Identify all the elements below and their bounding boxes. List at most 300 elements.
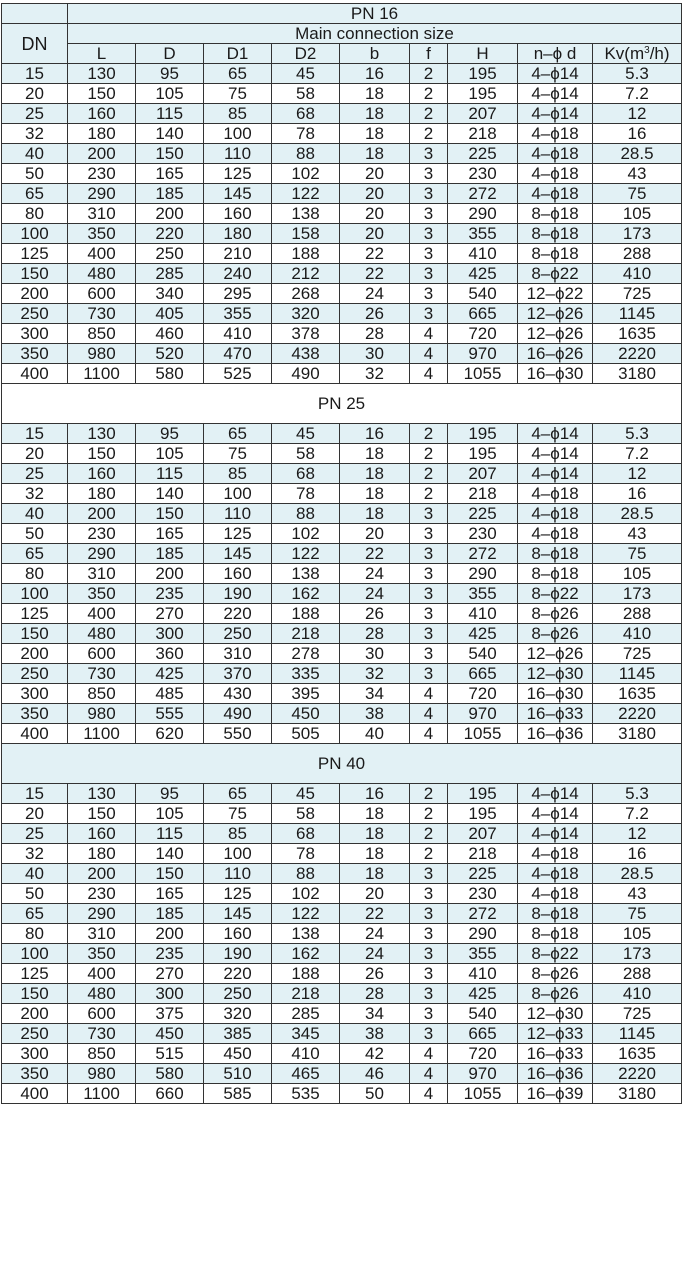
cell-kv: 1635 [593, 1044, 682, 1064]
cell-h: 425 [448, 264, 518, 284]
cell-d2: 188 [272, 604, 340, 624]
cell-holes: 4–ϕ14 [518, 444, 593, 464]
cell-h: 290 [448, 204, 518, 224]
cell-l: 310 [68, 924, 136, 944]
cell-dn: 100 [2, 584, 68, 604]
cell-l: 730 [68, 664, 136, 684]
cell-d1: 160 [204, 564, 272, 584]
cell-kv: 16 [593, 844, 682, 864]
cell-d: 360 [136, 644, 204, 664]
cell-d2: 68 [272, 824, 340, 844]
table-row [2, 864, 682, 884]
cell-l: 850 [68, 1044, 136, 1064]
cell-holes: 8–ϕ18 [518, 204, 593, 224]
cell-d1: 355 [204, 304, 272, 324]
table-row [2, 224, 682, 244]
cell-d1: 110 [204, 144, 272, 164]
cell-d: 555 [136, 704, 204, 724]
cell-f: 4 [410, 1064, 448, 1084]
cell-d2: 102 [272, 164, 340, 184]
cell-dn: 65 [2, 184, 68, 204]
cell-b: 18 [340, 104, 410, 124]
cell-d1: 75 [204, 804, 272, 824]
cell-d1: 370 [204, 664, 272, 684]
cell-kv: 75 [593, 904, 682, 924]
cell-f: 3 [410, 544, 448, 564]
cell-h: 218 [448, 124, 518, 144]
cell-kv: 1145 [593, 664, 682, 684]
cell-l: 1100 [68, 364, 136, 384]
column-header-d1: D1 [204, 44, 272, 64]
cell-d: 185 [136, 544, 204, 564]
cell-dn: 150 [2, 624, 68, 644]
cell-d: 620 [136, 724, 204, 744]
cell-d2: 78 [272, 844, 340, 864]
cell-kv: 12 [593, 464, 682, 484]
cell-d1: 125 [204, 884, 272, 904]
cell-l: 160 [68, 824, 136, 844]
cell-d: 185 [136, 904, 204, 924]
cell-holes: 4–ϕ14 [518, 104, 593, 124]
cell-d: 200 [136, 924, 204, 944]
cell-holes: 12–ϕ30 [518, 1004, 593, 1024]
cell-f: 3 [410, 644, 448, 664]
cell-f: 3 [410, 564, 448, 584]
kv-superscript: 3 [644, 45, 650, 56]
cell-d1: 145 [204, 184, 272, 204]
cell-dn: 150 [2, 264, 68, 284]
cell-l: 200 [68, 504, 136, 524]
cell-f: 3 [410, 624, 448, 644]
cell-kv: 7.2 [593, 84, 682, 104]
cell-holes: 4–ϕ14 [518, 464, 593, 484]
cell-d: 660 [136, 1084, 204, 1104]
cell-dn: 15 [2, 784, 68, 804]
cell-dn: 25 [2, 824, 68, 844]
cell-h: 272 [448, 904, 518, 924]
cell-d1: 160 [204, 924, 272, 944]
table-row [2, 184, 682, 204]
cell-b: 16 [340, 64, 410, 84]
cell-f: 4 [410, 1044, 448, 1064]
cell-b: 18 [340, 824, 410, 844]
cell-d2: 68 [272, 104, 340, 124]
cell-l: 290 [68, 184, 136, 204]
cell-holes: 12–ϕ26 [518, 644, 593, 664]
cell-f: 2 [410, 804, 448, 824]
cell-holes: 16–ϕ26 [518, 344, 593, 364]
table-row [2, 884, 682, 904]
cell-dn: 32 [2, 844, 68, 864]
cell-dn: 50 [2, 884, 68, 904]
cell-d2: 188 [272, 964, 340, 984]
table-row [2, 244, 682, 264]
cell-l: 200 [68, 144, 136, 164]
table-row [2, 1064, 682, 1084]
cell-h: 272 [448, 544, 518, 564]
cell-d: 200 [136, 204, 204, 224]
cell-h: 970 [448, 1064, 518, 1084]
cell-f: 3 [410, 244, 448, 264]
cell-f: 3 [410, 964, 448, 984]
cell-d1: 160 [204, 204, 272, 224]
cell-dn: 32 [2, 124, 68, 144]
table-row [2, 524, 682, 544]
cell-l: 350 [68, 944, 136, 964]
table-row [2, 844, 682, 864]
cell-b: 16 [340, 784, 410, 804]
cell-holes: 8–ϕ18 [518, 904, 593, 924]
cell-d1: 180 [204, 224, 272, 244]
cell-h: 540 [448, 1004, 518, 1024]
table-row [2, 924, 682, 944]
cell-h: 425 [448, 984, 518, 1004]
cell-f: 4 [410, 324, 448, 344]
table-row [2, 784, 682, 804]
table-row [2, 704, 682, 724]
cell-d1: 145 [204, 544, 272, 564]
cell-f: 3 [410, 504, 448, 524]
cell-holes: 4–ϕ14 [518, 424, 593, 444]
cell-d1: 145 [204, 904, 272, 924]
kv-suffix: /h) [649, 44, 670, 63]
cell-d2: 450 [272, 704, 340, 724]
cell-f: 2 [410, 824, 448, 844]
cell-f: 4 [410, 724, 448, 744]
cell-kv: 410 [593, 264, 682, 284]
table-row [2, 1084, 682, 1104]
cell-holes: 4–ϕ18 [518, 484, 593, 504]
cell-kv: 43 [593, 524, 682, 544]
table-row [2, 1024, 682, 1044]
cell-h: 1055 [448, 364, 518, 384]
cell-d1: 450 [204, 1044, 272, 1064]
cell-l: 180 [68, 844, 136, 864]
cell-b: 32 [340, 364, 410, 384]
cell-h: 1055 [448, 1084, 518, 1104]
cell-holes: 16–ϕ39 [518, 1084, 593, 1104]
cell-d: 140 [136, 844, 204, 864]
table-row [2, 964, 682, 984]
cell-d1: 125 [204, 164, 272, 184]
cell-kv: 28.5 [593, 504, 682, 524]
cell-dn: 100 [2, 224, 68, 244]
cell-l: 150 [68, 804, 136, 824]
cell-kv: 288 [593, 604, 682, 624]
column-header-l: L [68, 44, 136, 64]
cell-d: 520 [136, 344, 204, 364]
cell-b: 18 [340, 804, 410, 824]
cell-holes: 16–ϕ33 [518, 1044, 593, 1064]
cell-holes: 8–ϕ26 [518, 624, 593, 644]
cell-b: 24 [340, 924, 410, 944]
cell-holes: 8–ϕ18 [518, 544, 593, 564]
cell-kv: 1145 [593, 304, 682, 324]
cell-d1: 250 [204, 624, 272, 644]
cell-b: 18 [340, 144, 410, 164]
table-row [2, 324, 682, 344]
cell-holes: 4–ϕ14 [518, 824, 593, 844]
table-row [2, 944, 682, 964]
cell-kv: 173 [593, 944, 682, 964]
cell-h: 410 [448, 964, 518, 984]
cell-d1: 410 [204, 324, 272, 344]
cell-dn: 250 [2, 304, 68, 324]
cell-d: 95 [136, 424, 204, 444]
cell-f: 4 [410, 344, 448, 364]
cell-kv: 28.5 [593, 864, 682, 884]
cell-d: 165 [136, 164, 204, 184]
cell-b: 18 [340, 444, 410, 464]
cell-h: 230 [448, 884, 518, 904]
cell-b: 18 [340, 844, 410, 864]
cell-l: 730 [68, 1024, 136, 1044]
cell-holes: 8–ϕ26 [518, 964, 593, 984]
cell-kv: 288 [593, 964, 682, 984]
pressure-class-title: PN 25 [2, 384, 682, 424]
cell-holes: 4–ϕ18 [518, 184, 593, 204]
cell-d: 95 [136, 784, 204, 804]
cell-h: 218 [448, 844, 518, 864]
cell-l: 230 [68, 524, 136, 544]
column-header-kv [593, 44, 682, 64]
cell-f: 2 [410, 444, 448, 464]
cell-d2: 88 [272, 504, 340, 524]
cell-h: 290 [448, 564, 518, 584]
cell-dn: 20 [2, 84, 68, 104]
cell-h: 665 [448, 304, 518, 324]
cell-holes: 16–ϕ30 [518, 364, 593, 384]
cell-d2: 410 [272, 1044, 340, 1064]
cell-kv: 1635 [593, 324, 682, 344]
cell-d1: 250 [204, 984, 272, 1004]
cell-d1: 295 [204, 284, 272, 304]
cell-dn: 20 [2, 804, 68, 824]
cell-d: 375 [136, 1004, 204, 1024]
cell-l: 480 [68, 624, 136, 644]
table-row [2, 1044, 682, 1064]
cell-d1: 310 [204, 644, 272, 664]
cell-kv: 2220 [593, 704, 682, 724]
cell-dn: 300 [2, 324, 68, 344]
table-row [2, 684, 682, 704]
cell-d: 460 [136, 324, 204, 344]
cell-dn: 80 [2, 924, 68, 944]
cell-l: 400 [68, 244, 136, 264]
cell-dn: 125 [2, 604, 68, 624]
cell-l: 230 [68, 884, 136, 904]
cell-d1: 100 [204, 124, 272, 144]
cell-h: 195 [448, 84, 518, 104]
cell-l: 150 [68, 84, 136, 104]
cell-holes: 12–ϕ26 [518, 304, 593, 324]
table-row [2, 84, 682, 104]
cell-h: 272 [448, 184, 518, 204]
cell-kv: 43 [593, 164, 682, 184]
cell-kv: 173 [593, 224, 682, 244]
cell-holes: 8–ϕ18 [518, 244, 593, 264]
cell-kv: 12 [593, 824, 682, 844]
cell-b: 22 [340, 904, 410, 924]
cell-d: 105 [136, 444, 204, 464]
cell-kv: 410 [593, 984, 682, 1004]
cell-kv: 5.3 [593, 424, 682, 444]
cell-kv: 16 [593, 124, 682, 144]
cell-kv: 2220 [593, 1064, 682, 1084]
column-header-holes: n–ϕ d [518, 44, 593, 64]
cell-b: 26 [340, 604, 410, 624]
cell-holes: 4–ϕ18 [518, 144, 593, 164]
cell-d: 580 [136, 1064, 204, 1084]
cell-b: 24 [340, 564, 410, 584]
cell-d: 105 [136, 84, 204, 104]
cell-h: 720 [448, 684, 518, 704]
cell-d2: 45 [272, 64, 340, 84]
table-row [2, 824, 682, 844]
cell-d1: 125 [204, 524, 272, 544]
cell-d: 270 [136, 964, 204, 984]
cell-f: 2 [410, 464, 448, 484]
table-row [2, 584, 682, 604]
cell-h: 1055 [448, 724, 518, 744]
cell-b: 30 [340, 644, 410, 664]
cell-d1: 110 [204, 504, 272, 524]
cell-d: 200 [136, 564, 204, 584]
table-row [2, 64, 682, 84]
cell-f: 3 [410, 284, 448, 304]
cell-d1: 430 [204, 684, 272, 704]
cell-l: 600 [68, 1004, 136, 1024]
cell-d: 140 [136, 124, 204, 144]
cell-b: 20 [340, 224, 410, 244]
cell-b: 18 [340, 464, 410, 484]
cell-d: 515 [136, 1044, 204, 1064]
pressure-class-title: PN 16 [68, 4, 682, 24]
cell-dn: 300 [2, 684, 68, 704]
cell-f: 2 [410, 484, 448, 504]
cell-holes: 4–ϕ14 [518, 84, 593, 104]
cell-l: 350 [68, 224, 136, 244]
cell-d: 115 [136, 464, 204, 484]
cell-b: 22 [340, 264, 410, 284]
cell-b: 16 [340, 424, 410, 444]
cell-kv: 1635 [593, 684, 682, 704]
cell-holes: 8–ϕ18 [518, 564, 593, 584]
cell-holes: 4–ϕ18 [518, 524, 593, 544]
cell-h: 410 [448, 244, 518, 264]
cell-holes: 4–ϕ18 [518, 844, 593, 864]
table-row [2, 904, 682, 924]
cell-kv: 12 [593, 104, 682, 124]
cell-b: 40 [340, 724, 410, 744]
table-row [2, 364, 682, 384]
table-row [2, 464, 682, 484]
cell-b: 20 [340, 884, 410, 904]
table-row [2, 604, 682, 624]
table-row [2, 644, 682, 664]
table-row [2, 144, 682, 164]
cell-f: 4 [410, 364, 448, 384]
cell-d: 150 [136, 504, 204, 524]
cell-d: 285 [136, 264, 204, 284]
cell-holes: 8–ϕ18 [518, 924, 593, 944]
cell-dn: 50 [2, 524, 68, 544]
cell-h: 195 [448, 804, 518, 824]
cell-d: 580 [136, 364, 204, 384]
cell-d: 115 [136, 824, 204, 844]
cell-dn: 40 [2, 144, 68, 164]
cell-dn: 80 [2, 564, 68, 584]
cell-d2: 438 [272, 344, 340, 364]
cell-dn: 50 [2, 164, 68, 184]
cell-b: 24 [340, 284, 410, 304]
cell-d2: 122 [272, 904, 340, 924]
cell-holes: 4–ϕ14 [518, 804, 593, 824]
cell-dn: 300 [2, 1044, 68, 1064]
cell-l: 400 [68, 604, 136, 624]
cell-kv: 3180 [593, 1084, 682, 1104]
cell-kv: 75 [593, 544, 682, 564]
cell-d2: 162 [272, 944, 340, 964]
cell-l: 160 [68, 464, 136, 484]
cell-d1: 100 [204, 844, 272, 864]
cell-d1: 65 [204, 784, 272, 804]
cell-kv: 16 [593, 484, 682, 504]
cell-h: 195 [448, 444, 518, 464]
cell-d2: 345 [272, 1024, 340, 1044]
cell-h: 410 [448, 604, 518, 624]
table-row [2, 104, 682, 124]
cell-d2: 138 [272, 564, 340, 584]
cell-dn: 350 [2, 1064, 68, 1084]
cell-dn: 250 [2, 664, 68, 684]
cell-d2: 102 [272, 884, 340, 904]
cell-holes: 16–ϕ36 [518, 1064, 593, 1084]
cell-h: 970 [448, 344, 518, 364]
cell-d2: 162 [272, 584, 340, 604]
cell-dn: 150 [2, 984, 68, 1004]
cell-f: 3 [410, 924, 448, 944]
cell-f: 3 [410, 904, 448, 924]
cell-dn: 25 [2, 464, 68, 484]
cell-dn: 65 [2, 544, 68, 564]
cell-d1: 220 [204, 964, 272, 984]
table-row [2, 344, 682, 364]
cell-dn: 350 [2, 344, 68, 364]
cell-b: 18 [340, 864, 410, 884]
cell-dn: 125 [2, 964, 68, 984]
cell-holes: 12–ϕ26 [518, 324, 593, 344]
cell-d1: 220 [204, 604, 272, 624]
cell-dn: 80 [2, 204, 68, 224]
cell-h: 665 [448, 664, 518, 684]
cell-b: 42 [340, 1044, 410, 1064]
cell-d2: 505 [272, 724, 340, 744]
cell-l: 730 [68, 304, 136, 324]
cell-h: 195 [448, 784, 518, 804]
table-body [2, 4, 682, 1104]
cell-f: 2 [410, 104, 448, 124]
cell-d2: 78 [272, 124, 340, 144]
table-row [2, 504, 682, 524]
cell-b: 18 [340, 124, 410, 144]
cell-l: 350 [68, 584, 136, 604]
cell-l: 290 [68, 904, 136, 924]
kv-prefix: Kv(m [604, 44, 645, 63]
cell-kv: 75 [593, 184, 682, 204]
cell-d1: 525 [204, 364, 272, 384]
cell-b: 26 [340, 304, 410, 324]
